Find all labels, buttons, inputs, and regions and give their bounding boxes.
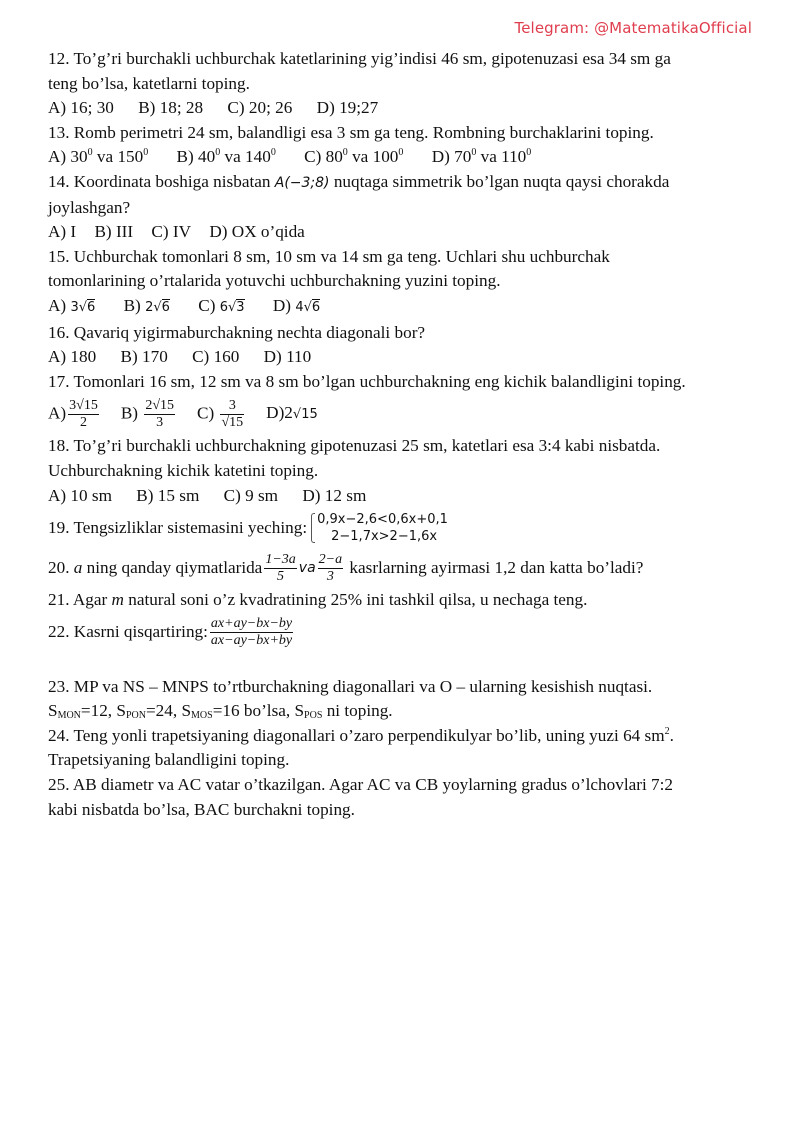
q18-options xyxy=(48,484,756,509)
q16-option-d: D) 110 xyxy=(263,347,312,367)
q16-option-a: A) 180 xyxy=(48,347,97,367)
q15-option-c: C) 6√3 xyxy=(198,295,245,315)
q19-eq1: 0,9x−2,6<0,6x+0,1 xyxy=(317,512,448,528)
q23-line2: $S_{MON}=12$, $S_{PON}=24$, $S_{MOS}=16$ bo’lsa, $S_{POS}$ ni toping. xyxy=(48,701,393,722)
q13-option-a: A) $30^0$ va $150^0$ xyxy=(48,147,149,167)
q23-line1: 23. MP va NS – MNPS to’rtburchakning diagonallari va O – ularning kesishish nuqtasi. xyxy=(48,676,653,696)
q14-option-c: C) IV xyxy=(151,222,192,242)
q13-option-d: D) $70^0$ va $110^0$ xyxy=(431,147,532,167)
q17-option-a: A) $\frac{3√15}{2}$ xyxy=(48,397,98,430)
q24-line2: Trapetsiyaning balandligini toping. xyxy=(48,750,290,770)
q16-text: 16. Qavariq yigirmaburchakning nechta diagonali bor? xyxy=(48,322,426,342)
q12-option-c: C) 20; 26 xyxy=(227,98,293,118)
q18-line1: 18. To’g’ri burchakli uchburchakning gipotenuzasi 25 sm, katetlari esa 3:4 kabi nisbatda. xyxy=(48,436,661,456)
q24-line1: 24. Teng yonli trapetsiyaning diagonallari o’zaro perpendikulyar bo’lib, uning yuzi 64 $sm^2$. xyxy=(48,725,674,745)
q17-option-c: C) $\frac{3}{√15}$ xyxy=(197,397,244,430)
q15-options xyxy=(48,294,756,321)
q22-fraction: $\frac{ax+ay-bx-by}{ax-ay-bx+by}$ xyxy=(210,616,293,649)
q18-option-c: C) 9 sm xyxy=(223,485,279,505)
q18-option-d: D) 12 sm xyxy=(302,485,367,505)
problem-list xyxy=(48,47,756,822)
q14-option-b: B) III xyxy=(94,222,134,242)
q13-text: 13. Romb perimetri 24 sm, balandligi esa 3 sm ga teng. Rombning burchaklarini toping. xyxy=(48,122,654,142)
q14-point: A(−3;8) xyxy=(274,174,330,191)
q12-options xyxy=(48,96,756,121)
q20-fraction-1: $\frac{1-3a}{5}$ xyxy=(265,551,296,584)
q16-options xyxy=(48,345,756,370)
q17-option-d: D)2√15 xyxy=(266,403,318,423)
q12-line2: teng bo’lsa, katetlarni toping. xyxy=(48,73,250,93)
q12-option-a: A) 16; 30 xyxy=(48,98,114,118)
q14-option-d: D) OX o’qida xyxy=(209,222,305,242)
q18-option-a: A) 10 sm xyxy=(48,485,112,505)
q19-eq2: 2−1,7x>2−1,6x xyxy=(331,529,438,545)
q19-text: 19. Tengsizliklar sistemasini yeching: xyxy=(48,517,308,537)
q13-options xyxy=(48,145,756,170)
q25-line2: kabi nisbatda bo’lsa, BAC burchakni toping. xyxy=(48,799,355,819)
q13-option-b: B) $40^0$ va $140^0$ xyxy=(176,147,276,167)
q17-options xyxy=(48,394,756,434)
q22-line: 22. Kasrni qisqartiring: $\frac{ax+ay-bx-by}{ax-ay-bx+by}$ xyxy=(48,616,293,649)
q19-system xyxy=(311,511,448,545)
q18-line2: Uchburchakning kichik katetini toping. xyxy=(48,460,319,480)
q17-text: 17. Tomonlari 16 sm, 12 sm va 8 sm bo’lgan uchburchakning eng kichik balandligini toping. xyxy=(48,371,686,391)
q14-line1: 14. Koordinata boshiga nisbatan A(−3;8) nuqtaga simmetrik bo’lgan nuqta qaysi chorakda xyxy=(48,171,670,191)
q18-option-b: B) 15 sm xyxy=(136,485,200,505)
q25-line1: 25. AB diametr va AC vatar o’tkazilgan. Agar AC va CB yoylarning gradus o’lchovlari 7:2 xyxy=(48,775,673,795)
q14-options xyxy=(48,220,756,245)
q19-line xyxy=(48,508,756,548)
q12-line1: 12. To’g’ri burchakli uchburchak katetlarining yig’indisi 46 sm, gipotenuzasi esa 34 sm ga xyxy=(48,49,671,68)
q20-line: 20. a ning qanday qiymatlarida $\frac{1-3a}{5}$ va $\frac{2-a}{3}$ kasrlarning ayirmasi 1,2 dan katta bo’ladi? xyxy=(48,551,644,584)
q15-option-d: D) 4√6 xyxy=(272,295,321,315)
q17-option-b: B) $\frac{2√15}{3}$ xyxy=(120,397,174,430)
q16-option-b: B) 170 xyxy=(120,347,168,367)
q20-fraction-2: $\frac{2-a}{3}$ xyxy=(318,551,343,584)
q15-option-b: B) 2√6 xyxy=(123,295,170,315)
q12-option-b: B) 18; 28 xyxy=(138,98,204,118)
q16-option-c: C) 160 xyxy=(192,347,240,367)
telegram-label: Telegram: @MatematikaOfficial xyxy=(514,19,752,37)
q21-text: 21. Agar m natural soni o’z kvadratining 25% ini tashkil qilsa, u nechaga teng. xyxy=(48,590,588,610)
q12-option-d: D) 19;27 xyxy=(316,98,379,118)
q14-option-a: A) I xyxy=(48,222,77,242)
q15-line1: 15. Uchburchak tomonlari 8 sm, 10 sm va 14 sm ga teng. Uchlari shu uchburchak xyxy=(48,246,610,266)
q15-line2: tomonlarining o’rtalarida yotuvchi uchburchakning yuzini toping. xyxy=(48,271,501,291)
q15-option-a: A) 3√6 xyxy=(48,295,96,315)
q13-option-c: C) $80^0$ va $100^0$ xyxy=(304,147,404,167)
q14-line2: joylashgan? xyxy=(48,197,131,217)
